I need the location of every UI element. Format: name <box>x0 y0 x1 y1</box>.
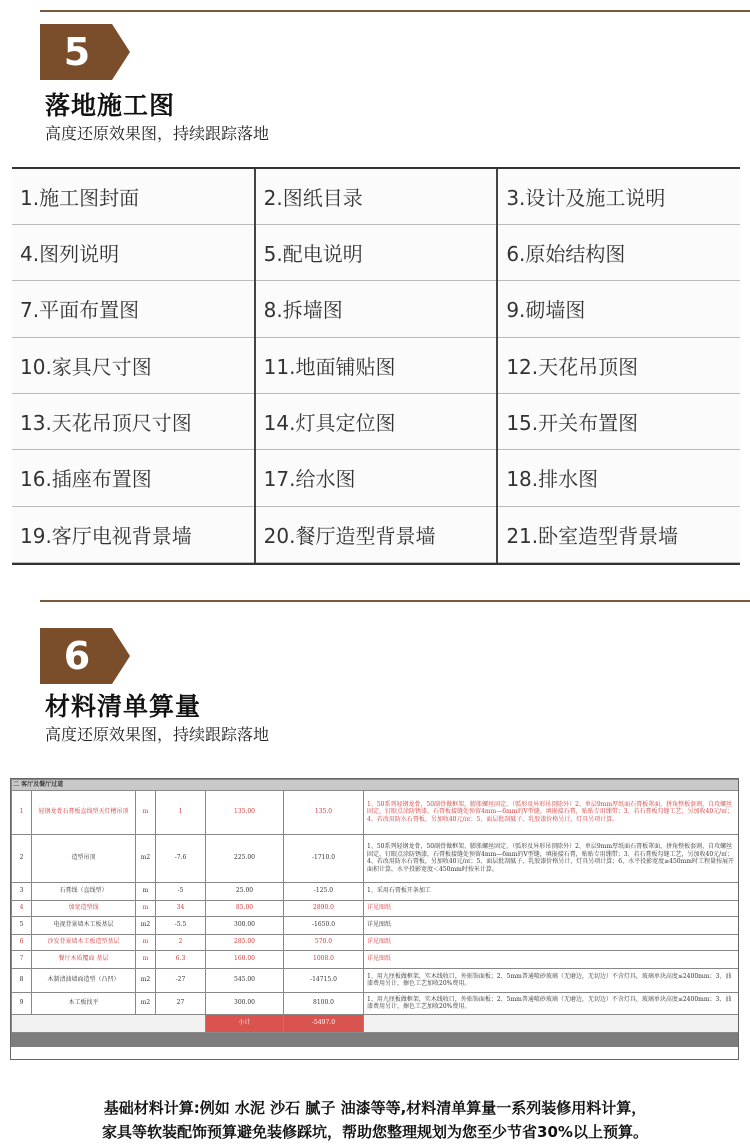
section-6-badge <box>40 628 130 684</box>
bill-cell-no: 1 <box>12 790 32 834</box>
bill-cell-unit: m2 <box>136 834 156 882</box>
middle-divider <box>40 600 750 602</box>
bill-cell-item: 木工板找平 <box>32 992 136 1014</box>
bill-cell-amount: 8100.0 <box>284 992 364 1014</box>
bill-cell-item: 电视背景墙木工板基层 <box>32 916 136 934</box>
bill-cell-price: 300.00 <box>206 992 284 1014</box>
index-cell: 21.卧室造型背景墙 <box>497 506 740 562</box>
index-cell: 19.客厅电视背景墙 <box>12 506 255 562</box>
index-row <box>12 169 740 224</box>
bill-cell-unit: m2 <box>136 992 156 1014</box>
bill-cell-item: 木制清油墙面造型（凸凹） <box>32 968 136 992</box>
bill-cell-price: 545.00 <box>206 968 284 992</box>
bill-cell-qty: -5.5 <box>156 916 206 934</box>
bill-cell-desc: 详见图纸 <box>364 950 740 968</box>
bill-row <box>12 968 740 992</box>
index-cell: 18.排水图 <box>497 450 740 506</box>
bill-cell-no: 3 <box>12 882 32 900</box>
bill-cell-no: 5 <box>12 916 32 934</box>
bill-cell-unit: m2 <box>136 916 156 934</box>
index-cell: 20.餐厅造型背景墙 <box>255 506 498 562</box>
bill-cell-qty: -7.6 <box>156 834 206 882</box>
top-divider <box>40 10 750 12</box>
index-cell: 17.给水图 <box>255 450 498 506</box>
index-cell: 3.设计及施工说明 <box>497 169 740 224</box>
bill-cell-qty: 34 <box>156 900 206 916</box>
bill-cell-no: 9 <box>12 992 32 1014</box>
bill-cell-price: 135.00 <box>206 790 284 834</box>
section-6-title: 材料清单算量 <box>45 692 202 721</box>
drawing-index-table <box>12 167 740 565</box>
bill-total-empty <box>12 1014 206 1032</box>
bill-total-amount: -5497.0 <box>284 1014 364 1032</box>
section-6-number: 6 <box>63 634 91 678</box>
bill-cell-amount: -1710.0 <box>284 834 364 882</box>
bill-cell-amount: 2890.0 <box>284 900 364 916</box>
bill-cell-item: 餐厅木质覆面 基层 <box>32 950 136 968</box>
index-cell: 11.地面铺贴图 <box>255 337 498 393</box>
index-cell: 13.天花吊顶尺寸图 <box>12 393 255 449</box>
bill-cell-qty: 2 <box>156 934 206 950</box>
bill-cell-qty: -27 <box>156 968 206 992</box>
bill-cell-unit: m <box>136 950 156 968</box>
bill-cell-amount: -14715.0 <box>284 968 364 992</box>
bill-cell-item: 造型吊顶 <box>32 834 136 882</box>
bottom-text-line-2: 家具等软装配饰预算避免装修踩坑，帮助您整理规划为您至少节省30%以上预算。 <box>102 1123 648 1141</box>
bill-row <box>12 916 740 934</box>
index-cell: 12.天花吊顶图 <box>497 337 740 393</box>
bill-cell-desc: 详见图纸 <box>364 900 740 916</box>
section-6-subtitle: 高度还原效果图，持续跟踪落地 <box>45 725 270 744</box>
index-cell: 15.开关布置图 <box>497 393 740 449</box>
index-row <box>12 393 740 449</box>
bill-cell-unit: m <box>136 882 156 900</box>
bill-cell-amount: 135.0 <box>284 790 364 834</box>
bill-row <box>12 790 740 834</box>
bill-cell-item: 轻钢龙骨石膏板直线型天灯槽吊顶 <box>32 790 136 834</box>
bill-cell-price: 300.00 <box>206 916 284 934</box>
bill-cell-desc: 1、采用石膏板开条加工 <box>364 882 740 900</box>
bill-row <box>12 950 740 968</box>
index-cell: 7.平面布置图 <box>12 281 255 337</box>
index-row <box>12 224 740 280</box>
section-5-number: 5 <box>63 30 91 74</box>
index-cell: 2.图纸目录 <box>255 169 498 224</box>
bill-cell-desc: 1、50系列轻钢龙骨，50副骨做框架，膨胀螺丝固定，（弧形及异形吊顶除外）2、单层9mm厚纸面石膏板罩面，拼角整板套割，自攻螺丝固定，钉眼点涂防锈漆，石膏板接缝处预留4mm—6mm的V型缝，填嵌接石膏，贴贴专用绷带；3、若石膏板勾缝工艺，另加收40元/㎡；4、若改用防水石膏板，另加收40元/㎡；5、面层批刮腻子、乳胶漆价格另计，灯具另项计算；6、水平投影宽度≥450mm时工程量按展开面积计算，水平投影宽度＜450mm时按米计算。 <box>364 834 740 882</box>
bill-cell-no: 4 <box>12 900 32 916</box>
bill-cell-amount: -1650.0 <box>284 916 364 934</box>
index-row <box>12 450 740 506</box>
bill-cell-price: 160.00 <box>206 950 284 968</box>
index-cell: 5.配电说明 <box>255 224 498 280</box>
index-cell: 4.图列说明 <box>12 224 255 280</box>
bill-cell-unit: m2 <box>136 968 156 992</box>
bill-cell-item: 沙发背景墙木工板造型基层 <box>32 934 136 950</box>
bill-cell-desc: 1、50系列轻钢龙骨，50副骨做框架，膨胀螺丝固定，（弧形及异形吊顶除外）2、单层9mm厚纸面石膏板罩面，拼角整板套割，自攻螺丝固定，钉眼点涂防锈漆，石膏板接缝处预留4mm—6mm的V型缝，填嵌接石膏，贴贴专用绷带；3、若石膏板勾缝工艺，另加收40元/㎡；4、若改用防水石膏板，另加收40元/㎡；5、面层批刮腻子、乳胶漆价格另计，灯具另项计算。 <box>364 790 740 834</box>
bill-total-empty <box>364 1014 740 1032</box>
material-bill-table <box>10 778 739 1060</box>
bill-cell-amount: 570.0 <box>284 934 364 950</box>
bill-row <box>12 934 740 950</box>
bill-cell-qty: 6.3 <box>156 950 206 968</box>
bill-group-title: 二 客厅及餐厅过道 <box>12 780 740 791</box>
index-cell: 14.灯具定位图 <box>255 393 498 449</box>
index-row <box>12 281 740 337</box>
bill-group-header <box>12 780 740 791</box>
bill-row <box>12 834 740 882</box>
bill-cell-price: 25.00 <box>206 882 284 900</box>
bill-row <box>12 900 740 916</box>
bill-cell-amount: 1008.0 <box>284 950 364 968</box>
bill-total-row <box>12 1014 740 1032</box>
bill-row <box>12 992 740 1014</box>
bill-cell-desc: 1、用九厘板做框架，实木线收口，外贴饰面板；2、5mm普通喷砂玻璃（无磨边，无切边）不含灯具，玻璃单块高度≤2400mm；3、油漆费用另计，擦色工艺加收20%费用。 <box>364 992 740 1014</box>
bill-cell-unit: m <box>136 934 156 950</box>
section-5-subtitle: 高度还原效果图，持续跟踪落地 <box>45 124 270 143</box>
index-row <box>12 337 740 393</box>
bill-cell-desc: 详见图纸 <box>364 916 740 934</box>
index-cell: 6.原始结构图 <box>497 224 740 280</box>
bill-cell-item: 加宽造型线 <box>32 900 136 916</box>
bill-cell-amount: -125.0 <box>284 882 364 900</box>
bottom-text-line-1: 基础材料计算:例如 水泥 沙石 腻子 油漆等等,材料清单算量一系列装修用料计算， <box>103 1099 647 1117</box>
bill-cell-price: 285.00 <box>206 934 284 950</box>
bill-cell-unit: m <box>136 790 156 834</box>
index-cell: 9.砌墙图 <box>497 281 740 337</box>
bill-cell-no: 7 <box>12 950 32 968</box>
bill-cell-item: 石膏线（直线型） <box>32 882 136 900</box>
index-cell: 16.插座布置图 <box>12 450 255 506</box>
bill-cell-qty: -5 <box>156 882 206 900</box>
section-5-title: 落地施工图 <box>45 91 176 120</box>
bill-cell-no: 2 <box>12 834 32 882</box>
bill-footer-bar <box>11 1033 738 1047</box>
bill-cell-desc: 1、用九厘板做框架，实木线收口，外贴饰面板；2、5mm普通喷砂玻璃（无磨边，无切边）不含灯具，玻璃单块高度≤2400mm；3、油漆费用另计，擦色工艺加收20%费用。 <box>364 968 740 992</box>
bill-row <box>12 882 740 900</box>
bill-cell-no: 6 <box>12 934 32 950</box>
bill-total-label: 小计 <box>206 1014 284 1032</box>
index-row <box>12 506 740 562</box>
bill-cell-no: 8 <box>12 968 32 992</box>
bill-cell-desc: 详见图纸 <box>364 934 740 950</box>
bill-cell-price: 85.00 <box>206 900 284 916</box>
bill-cell-unit: m <box>136 900 156 916</box>
section-5-badge <box>40 24 130 80</box>
bill-cell-qty: 1 <box>156 790 206 834</box>
index-cell: 10.家具尺寸图 <box>12 337 255 393</box>
index-cell: 1.施工图封面 <box>12 169 255 224</box>
bill-cell-qty: 27 <box>156 992 206 1014</box>
bill-cell-price: 225.00 <box>206 834 284 882</box>
index-cell: 8.拆墙图 <box>255 281 498 337</box>
